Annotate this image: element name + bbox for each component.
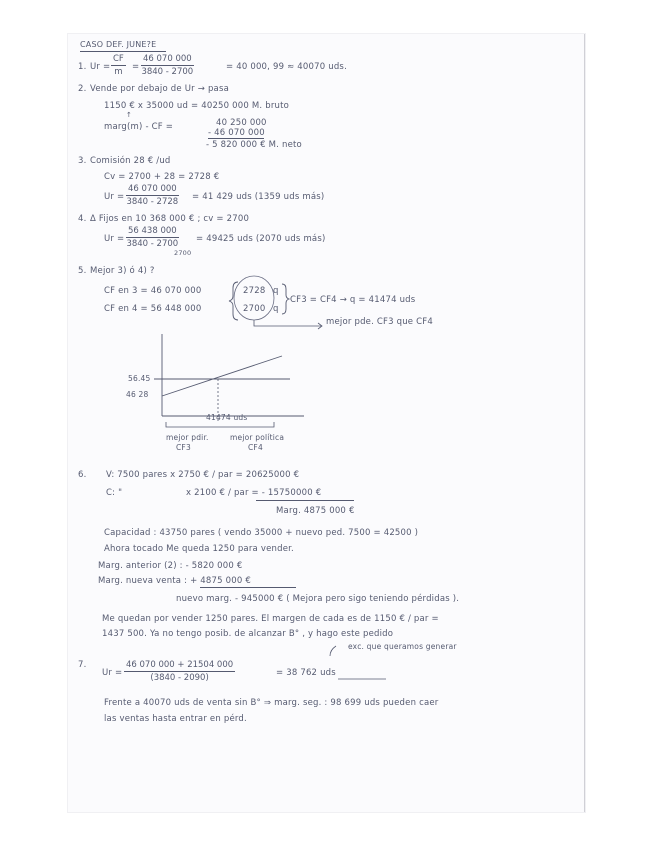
q6-marg-anterior: Marg. anterior (2) : - 5820 000 €	[98, 561, 243, 571]
q1-number: 1.	[78, 62, 87, 72]
q2-line2-top: 40 250 000	[216, 118, 267, 128]
q5-mejor-arrow	[254, 320, 322, 326]
q5-relation: CF3 = CF4 → q = 41474 uds	[290, 295, 416, 305]
q4-result: = 49425 uds (2070 uds más)	[196, 234, 326, 244]
q6-capacity: Capacidad : 43750 pares ( vendo 35000 + nuevo ped. 7500 = 42500 )	[104, 528, 419, 538]
q6-c-lhs: C: "	[106, 488, 123, 498]
q5-cf3: CF en 3 = 46 070 000	[104, 286, 202, 296]
sketch-strokes	[68, 34, 584, 812]
q1-cf: CF	[113, 54, 124, 64]
q7-para-2: las ventas hasta entrar en pérd.	[104, 714, 247, 724]
q5-y-high: 56.45	[128, 374, 151, 383]
q4-frac-den: 3840 - 2700	[126, 239, 179, 249]
q7-para-1: Frente a 40070 uds de venta sin B° ⇒ marg. seg. : 98 699 uds pueden caer	[104, 698, 439, 708]
q3-title: Comisión 28 € /ud	[90, 156, 171, 166]
q3-number: 3.	[78, 156, 87, 166]
q3-line1: Cv = 2700 + 28 = 2728 €	[104, 172, 220, 182]
q6-v: V: 7500 pares x 2750 € / par = 20625000 €	[106, 470, 300, 480]
q2-title: Vende por debajo de Ur → pasa	[90, 84, 229, 94]
q2-line1: 1150 € x 35000 ud = 40250 000 M. bruto	[104, 101, 290, 111]
q7-frac-num: 46 070 000 + 21504 000	[126, 660, 234, 670]
q6-marg: Marg. 4875 000 €	[276, 506, 355, 516]
q5-rising-line	[162, 356, 282, 396]
q2-line2-result: - 5 820 000 € M. neto	[206, 140, 302, 150]
q5-g-top: q	[273, 286, 279, 296]
q2-arrow: ↑	[126, 111, 133, 119]
q5-right-label: mejor política	[230, 433, 285, 442]
q7-number: 7.	[78, 660, 87, 670]
q1-equals: =	[132, 62, 140, 72]
notebook-page	[68, 34, 585, 812]
q7-lhs: Ur =	[102, 668, 123, 678]
q3-frac-num: 46 070 000	[128, 184, 177, 194]
page-header: CASO DEF. JUNE?E	[80, 40, 157, 49]
q3-lhs: Ur =	[104, 192, 125, 202]
q1-m: m	[114, 67, 123, 77]
q5-number: 5.	[78, 266, 87, 276]
q7-frac-den: (3840 - 2090)	[150, 673, 209, 683]
q5-cv3: 2728	[243, 286, 266, 296]
q6-para-1: Me quedan por vender 1250 pares. El margen de cada es de 1150 € / par =	[102, 614, 439, 624]
q5-x-value: 41474 uds	[206, 413, 248, 422]
q4-den-correction: 2700	[174, 249, 192, 257]
q5-g-bottom: q	[273, 304, 279, 314]
q5-right-sub: CF4	[248, 443, 263, 452]
q3-result: = 41 429 uds (1359 uds más)	[192, 192, 325, 202]
q7-result: = 38 762 uds	[276, 668, 336, 678]
q6-nuevo-marg: nuevo marg. - 945000 € ( Mejora pero sigo teniendo pérdidas ).	[176, 594, 460, 604]
q6-pointer	[330, 646, 336, 656]
q5-cv4: 2700	[243, 304, 266, 314]
q5-left-label: mejor pdir.	[166, 433, 209, 442]
q5-cv-circle	[234, 276, 274, 320]
q6-para-2: 1437 500. Ya no tengo posib. de alcanzar B° , y hago este pedido	[102, 629, 394, 639]
q6-marg-venta: Marg. nueva venta : + 4875 000 €	[98, 576, 251, 586]
q1-frac-den: 3840 - 2700	[141, 67, 194, 77]
q6-tocado: Ahora tocado Me queda 1250 para vender.	[104, 544, 294, 554]
q3-frac-den: 3840 - 2728	[126, 197, 179, 207]
q2-number: 2.	[78, 84, 87, 94]
q6-para-3: exc. que queramos generar	[348, 642, 457, 651]
q4-frac-num: 56 438 000	[128, 226, 177, 236]
q5-y-low: 46 28	[126, 390, 149, 399]
q1-lhs: Ur =	[90, 62, 111, 72]
q5-x-bracket	[166, 422, 274, 427]
q4-lhs: Ur =	[104, 234, 125, 244]
q5-mejor: mejor pde. CF3 que CF4	[326, 317, 433, 327]
q2-line2-lhs: marg(m) - CF =	[104, 122, 174, 132]
q2-line2-sub: - 46 070 000	[208, 128, 265, 138]
q1-result: = 40 000, 99 ≈ 40070 uds.	[226, 62, 347, 72]
q5-title: Mejor 3) ó 4) ?	[90, 266, 155, 276]
q5-right-brace	[282, 284, 289, 314]
q5-cf4: CF en 4 = 56 448 000	[104, 304, 202, 314]
q4-number: 4.	[78, 214, 87, 224]
q4-title: Δ Fijos en 10 368 000 € ; cv = 2700	[90, 214, 250, 224]
q6-c: x 2100 € / par = - 15750000 €	[186, 488, 322, 498]
q5-left-sub: CF3	[176, 443, 191, 452]
q6-number: 6.	[78, 470, 87, 480]
q1-frac-num: 46 070 000	[143, 54, 192, 64]
